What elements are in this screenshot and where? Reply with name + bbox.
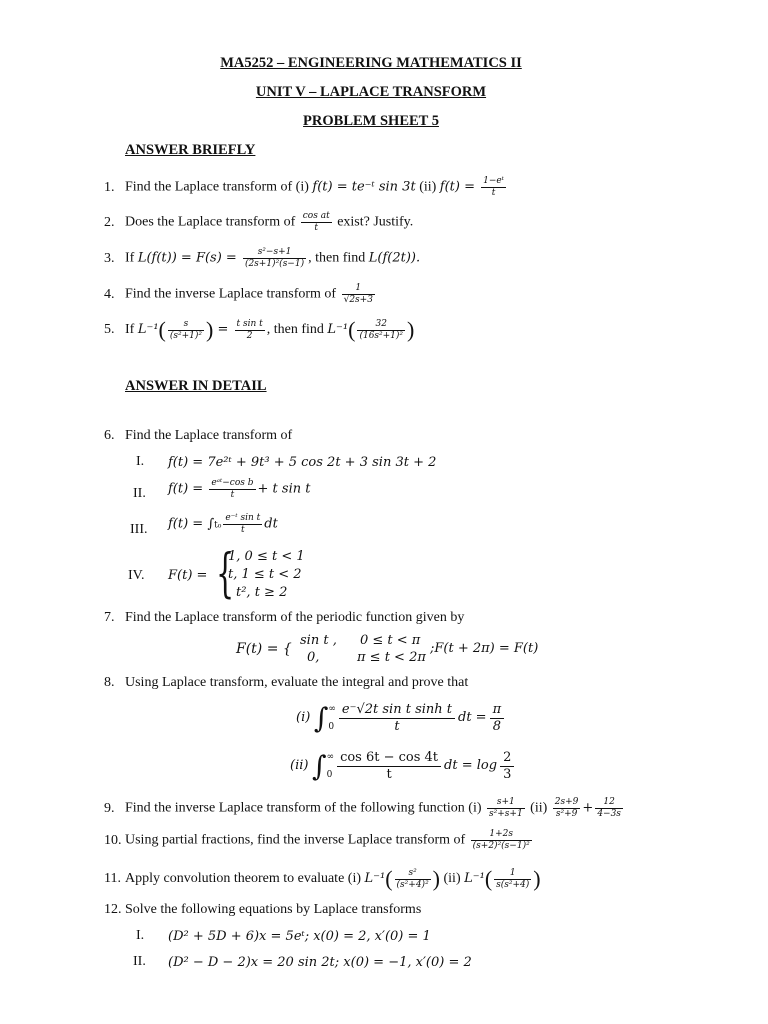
fraction bbox=[490, 702, 505, 735]
numerator: 1+2s bbox=[471, 829, 532, 841]
fraction bbox=[494, 868, 531, 891]
sub-label: I. bbox=[136, 454, 145, 469]
paren: ) bbox=[206, 317, 214, 342]
part-label: (i) bbox=[296, 710, 311, 726]
q-number: 11. bbox=[104, 871, 121, 887]
section-answer-in-detail: ANSWER IN DETAIL bbox=[125, 378, 267, 394]
fraction bbox=[487, 797, 525, 820]
question-1 bbox=[104, 176, 508, 199]
q-math: L(f(2t)). bbox=[368, 250, 421, 266]
q-number: 9. bbox=[104, 800, 115, 816]
numerator: 2 bbox=[500, 750, 514, 767]
question-2 bbox=[104, 211, 413, 234]
sheet-title: PROBLEM SHEET 5 bbox=[303, 113, 439, 129]
q-number: 3. bbox=[104, 250, 115, 266]
sub-math: (D² − D − 2)x = 20 sin 2t; x(0) = −1, x′(0) = 2 bbox=[168, 955, 472, 970]
periodic-condition: ;F(t + 2π) = F(t) bbox=[430, 641, 539, 656]
integral-limits: t₀ bbox=[214, 520, 222, 531]
sub-label: II. bbox=[133, 954, 146, 969]
fraction bbox=[481, 176, 506, 199]
sub-part-iii bbox=[168, 513, 278, 536]
denominator: 2 bbox=[246, 330, 253, 341]
equals: dt = log bbox=[444, 758, 498, 774]
fraction bbox=[357, 319, 405, 342]
q-number: 8. bbox=[104, 675, 115, 690]
numerator: cos at bbox=[302, 211, 330, 221]
sub-math: dt bbox=[264, 516, 278, 532]
sub-label: II. bbox=[133, 486, 146, 501]
q-math: f(t) = te⁻ᵗ sin 3t bbox=[312, 179, 416, 195]
fraction bbox=[301, 211, 332, 234]
paren: ( bbox=[348, 317, 356, 342]
case-line: π ≤ t < 2π bbox=[357, 650, 426, 665]
numerator: cos 6t − cos 4t bbox=[337, 750, 441, 767]
fraction bbox=[595, 797, 623, 820]
integral-ii bbox=[290, 748, 517, 784]
q-math: f(t) = bbox=[439, 179, 480, 195]
case-line: 0 ≤ t < π bbox=[360, 633, 421, 648]
sub-math: F(t) = bbox=[168, 568, 208, 583]
numerator: 1−eᵗ bbox=[483, 176, 504, 186]
q-text: Find the inverse Laplace transform of the following function (i) bbox=[125, 800, 486, 816]
denominator: t bbox=[230, 490, 235, 500]
q-math: = bbox=[213, 322, 233, 338]
q-text: Using Laplace transform, evaluate the integral and prove that bbox=[125, 675, 469, 690]
fraction bbox=[500, 750, 514, 783]
numerator: 12 bbox=[595, 797, 623, 809]
unit-title: UNIT V – LAPLACE TRANSFORM bbox=[255, 84, 487, 100]
q-number: 12. bbox=[104, 902, 122, 917]
left-brace: { bbox=[216, 544, 235, 604]
numerator: 1 bbox=[494, 868, 531, 880]
fraction bbox=[339, 702, 455, 735]
question-4 bbox=[104, 283, 377, 306]
numerator: s² bbox=[395, 868, 431, 880]
case-line: sin t , bbox=[300, 633, 337, 648]
q-text: (ii) bbox=[440, 871, 465, 887]
case-line: t², t ≥ 2 bbox=[236, 585, 288, 600]
q-number: 5. bbox=[104, 322, 115, 338]
course-title: MA5252 – ENGINEERING MATHEMATICS II bbox=[220, 55, 522, 71]
q-text: Does the Laplace transform of bbox=[125, 214, 299, 230]
sub-math: f(t) = ∫ bbox=[168, 516, 215, 532]
question-3 bbox=[104, 247, 420, 270]
sub-math: + t sin t bbox=[257, 481, 311, 497]
q-math: L⁻¹ bbox=[327, 322, 349, 338]
fraction bbox=[471, 829, 532, 852]
denominator: s²+s+1 bbox=[489, 809, 523, 819]
question-9 bbox=[104, 797, 625, 820]
question-8 bbox=[104, 675, 468, 691]
fraction bbox=[243, 247, 306, 270]
q-number: 2. bbox=[104, 214, 115, 230]
denominator: 8 bbox=[492, 718, 501, 734]
denominator: (2s+1)²(s−1) bbox=[244, 259, 305, 269]
upper-limit: ∞ bbox=[326, 752, 335, 762]
q-number: 4. bbox=[104, 286, 115, 302]
q-text: Find the Laplace transform of (i) bbox=[125, 179, 313, 195]
q-text: Find the Laplace transform of bbox=[125, 428, 293, 443]
paren: ) bbox=[533, 866, 541, 891]
numerator: s+1 bbox=[487, 797, 525, 809]
sub-label: I. bbox=[136, 928, 145, 943]
q-text: Solve the following equations by Laplace transforms bbox=[125, 902, 422, 917]
paren: ( bbox=[158, 317, 166, 342]
sub-label: IV. bbox=[128, 568, 145, 583]
paren: ( bbox=[484, 866, 493, 891]
case-line: t, 1 ≤ t < 2 bbox=[228, 567, 302, 582]
integral-sign: ∫ bbox=[311, 749, 327, 783]
q-text: (ii) bbox=[415, 179, 440, 195]
question-7 bbox=[104, 610, 464, 626]
paren: ) bbox=[407, 317, 415, 342]
denominator: t bbox=[386, 766, 392, 782]
upper-limit: ∞ bbox=[328, 704, 336, 714]
denominator: 3 bbox=[503, 766, 512, 782]
q-text: exist? Justify. bbox=[333, 214, 414, 230]
numerator: t sin t bbox=[236, 318, 263, 329]
q-number: 6. bbox=[104, 428, 115, 443]
case-line: 1, 0 ≤ t < 1 bbox=[228, 549, 305, 564]
section-answer-briefly: ANSWER BRIEFLY bbox=[125, 142, 256, 158]
part-label: (ii) bbox=[290, 758, 309, 774]
question-5 bbox=[104, 317, 414, 343]
numerator: 2s+9 bbox=[554, 797, 579, 807]
denominator: t bbox=[491, 188, 496, 198]
numerator: e⁻ᵗ sin t bbox=[225, 513, 261, 523]
q-text: If bbox=[125, 250, 138, 266]
numerator: eᵃᵗ−cos b bbox=[211, 478, 254, 488]
lower-limit: 0 bbox=[328, 722, 335, 732]
q-text: If bbox=[125, 322, 138, 338]
q-number: 1. bbox=[104, 179, 115, 195]
sub-math: f(t) = bbox=[168, 481, 208, 497]
fraction bbox=[223, 513, 262, 536]
question-6 bbox=[104, 428, 292, 444]
fraction bbox=[235, 319, 265, 342]
lower-limit: 0 bbox=[326, 770, 333, 780]
sub-label: III. bbox=[130, 522, 148, 537]
q-number: 7. bbox=[104, 610, 115, 625]
numerator: π bbox=[490, 702, 505, 719]
sub-math: (D² + 5D + 6)x = 5eᵗ; x(0) = 2, x′(0) = 1 bbox=[168, 929, 431, 944]
fraction bbox=[168, 319, 204, 342]
q-text: Using partial fractions, find the inverse Laplace transform of bbox=[125, 832, 469, 848]
q-number: 10. bbox=[104, 832, 122, 848]
denominator: (s+2)²(s−1)² bbox=[472, 841, 530, 851]
denominator: (s²+4)² bbox=[396, 879, 429, 890]
denominator: 4−3s bbox=[597, 809, 621, 819]
fraction bbox=[395, 868, 431, 891]
integral-sign: ∫ bbox=[313, 701, 329, 735]
denominator: t bbox=[314, 223, 319, 233]
numerator: s²−s+1 bbox=[243, 247, 306, 259]
denominator: (s²+1)² bbox=[169, 330, 202, 341]
fraction bbox=[337, 750, 441, 783]
q-text: Find the inverse Laplace transform of bbox=[125, 286, 340, 302]
q-math: L⁻¹ bbox=[464, 871, 485, 887]
question-11 bbox=[104, 866, 541, 892]
q-text: (ii) bbox=[526, 800, 551, 816]
q-math: L⁻¹ bbox=[137, 322, 159, 338]
numerator: e⁻√2t sin t sinh t bbox=[339, 702, 455, 719]
sub-part-ii bbox=[168, 478, 310, 501]
question-12 bbox=[104, 902, 421, 918]
equals: dt = bbox=[458, 710, 487, 726]
sub-math: f(t) = 7e²ᵗ + 9t³ + 5 cos 2t + 3 sin 3t + 2 bbox=[168, 455, 437, 470]
denominator: s²+9 bbox=[555, 809, 578, 819]
q-text: , then find bbox=[266, 322, 328, 338]
numerator: 1 bbox=[342, 283, 375, 295]
periodic-lhs: F(t) = { bbox=[236, 641, 292, 657]
denominator: √2s+3 bbox=[343, 295, 373, 305]
question-10 bbox=[104, 829, 534, 852]
q-math: L⁻¹ bbox=[364, 871, 386, 887]
plus-sign: + bbox=[582, 800, 594, 816]
q-text: Find the Laplace transform of the periodic function given by bbox=[125, 610, 465, 625]
fraction bbox=[209, 478, 255, 501]
fraction bbox=[553, 797, 581, 820]
case-line: 0, bbox=[307, 650, 320, 665]
integral-i bbox=[296, 700, 507, 736]
denominator: (16s²+1)² bbox=[359, 330, 404, 341]
q-math: L(f(t)) = F(s) = bbox=[137, 250, 241, 266]
numerator: s bbox=[168, 319, 204, 331]
q-text: Apply convolution theorem to evaluate (i) bbox=[125, 871, 365, 887]
numerator: 32 bbox=[357, 319, 405, 331]
fraction bbox=[342, 283, 375, 306]
denominator: s(s²+4) bbox=[496, 879, 530, 890]
denominator: t bbox=[394, 718, 400, 734]
q-text: , then find bbox=[308, 250, 369, 266]
paren: ) bbox=[432, 866, 440, 891]
denominator: t bbox=[241, 525, 245, 535]
paren: ( bbox=[385, 866, 393, 891]
